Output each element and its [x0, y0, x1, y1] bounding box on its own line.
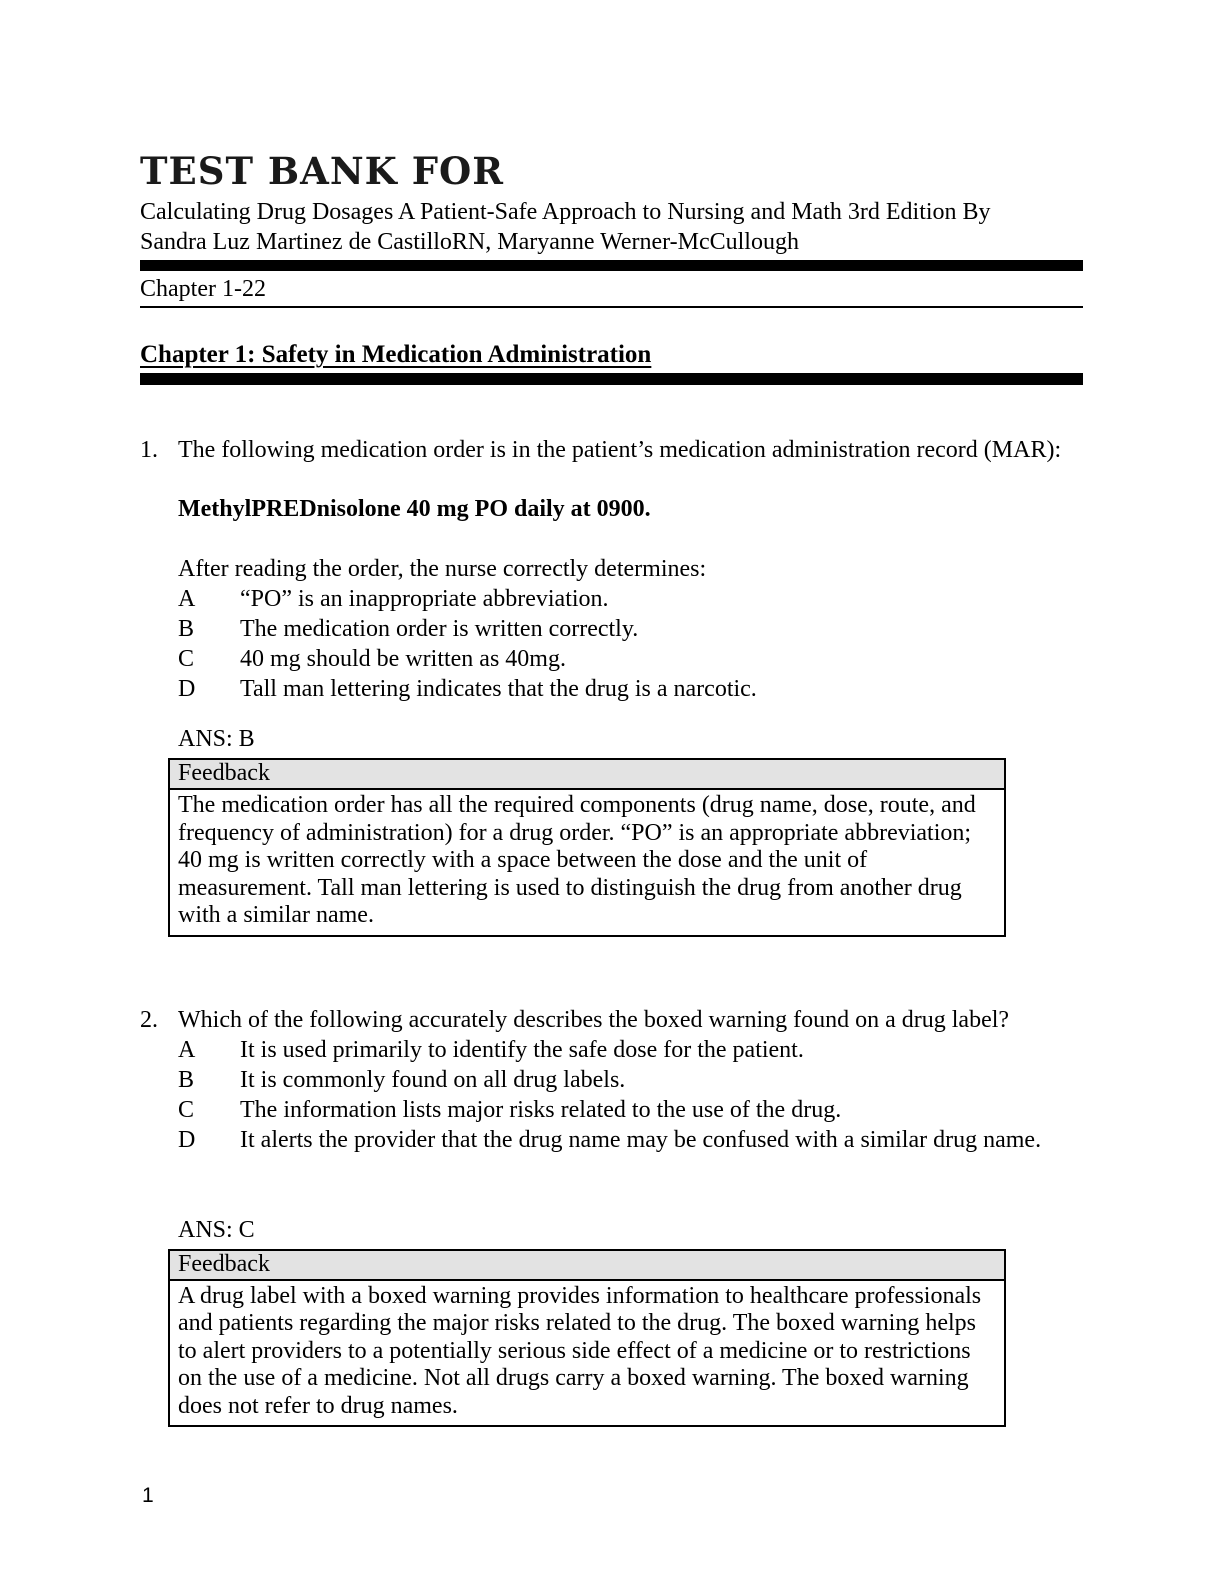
question-1-medication-order: MethylPREDnisolone 40 mg PO daily at 0900.: [178, 496, 651, 522]
question-1-option-b: [178, 614, 1083, 644]
option-text: The medication order is written correctly.: [240, 616, 639, 642]
chapter-heading: Chapter 1: Safety in Medication Administration: [140, 341, 652, 368]
option-letter: B: [178, 616, 195, 642]
question-2-feedback-table: [168, 1249, 1006, 1428]
option-letter: C: [178, 646, 195, 672]
question-2-answer: ANS: C: [178, 1216, 255, 1243]
question-1-body: [178, 494, 1083, 937]
question-1-option-a: [178, 584, 1083, 614]
option-text: The information lists major risks related to the use of the drug.: [240, 1096, 842, 1123]
question-2-number: 2.: [140, 1006, 158, 1033]
question-1-option-c: [178, 644, 1083, 674]
page-number: 1: [142, 1484, 154, 1507]
question-2: [140, 1005, 1083, 1428]
option-text: Tall man lettering indicates that the drug is a narcotic.: [240, 676, 757, 702]
question-1-answer: ANS: B: [178, 726, 255, 752]
question-1: [140, 435, 1083, 937]
feedback-header: Feedback: [170, 760, 1004, 790]
option-letter: B: [178, 1066, 195, 1093]
feedback-header: Feedback: [170, 1251, 1004, 1281]
option-letter: A: [178, 586, 196, 612]
test-bank-heading: TEST BANK FOR: [140, 149, 504, 193]
feedback-text: The medication order has all the required components (drug name, dose, route, and frequency of administration) for a drug order. “PO” is an appropriate abbreviation; 40 mg is written correctly with a space between the dose and the unit of measurement. Tall man lettering is used to distinguish the drug from another drug with a similar name.: [178, 792, 976, 928]
option-letter: D: [178, 1126, 196, 1153]
question-1-feedback-table: [168, 758, 1006, 937]
chapter-range: Chapter 1-22: [140, 275, 1083, 308]
option-letter: C: [178, 1096, 195, 1123]
option-text: “PO” is an inappropriate abbreviation.: [240, 586, 609, 612]
option-text: It is used primarily to identify the safe dose for the patient.: [240, 1036, 804, 1063]
question-1-number: 1.: [140, 437, 158, 463]
question-2-option-b: [178, 1065, 1083, 1095]
question-1-option-d: [178, 674, 1083, 704]
book-title: [140, 197, 1083, 257]
divider-bar-chapter: [140, 373, 1083, 385]
question-1-prompt: After reading the order, the nurse correctly determines:: [178, 556, 707, 582]
option-text: It is commonly found on all drug labels.: [240, 1066, 626, 1093]
question-2-stem: Which of the following accurately describes the boxed warning found on a drug label?: [178, 1006, 1010, 1033]
option-text: 40 mg should be written as 40mg.: [240, 646, 566, 672]
question-2-option-a: [178, 1035, 1083, 1065]
question-2-option-c: [178, 1095, 1083, 1125]
divider-bar-top: [140, 260, 1083, 271]
book-title-line2: Sandra Luz Martinez de CastilloRN, Maryanne Werner-McCullough: [140, 229, 799, 255]
question-2-option-d: [178, 1125, 1083, 1155]
question-1-stem: The following medication order is in the patient’s medication administration record (MAR):: [178, 437, 1062, 463]
question-2-body: [178, 1035, 1083, 1428]
question-2-stem-row: [140, 1005, 1083, 1035]
feedback-text: A drug label with a boxed warning provides information to healthcare professionals and patients regarding the major risks related to the drug. The boxed warning helps to alert providers to a potentially serious side effect of a medicine or to restrictions on the use of a medicine. Not all drugs carry a boxed warning. The boxed warning does not refer to drug names.: [178, 1282, 982, 1419]
option-letter: A: [178, 1036, 196, 1063]
option-letter: D: [178, 676, 196, 702]
option-text: It alerts the provider that the drug name may be confused with a similar drug name.: [240, 1126, 1042, 1153]
question-1-stem-row: [140, 435, 1083, 465]
book-title-line1: Calculating Drug Dosages A Patient-Safe Approach to Nursing and Math 3rd Edition By: [140, 199, 991, 225]
